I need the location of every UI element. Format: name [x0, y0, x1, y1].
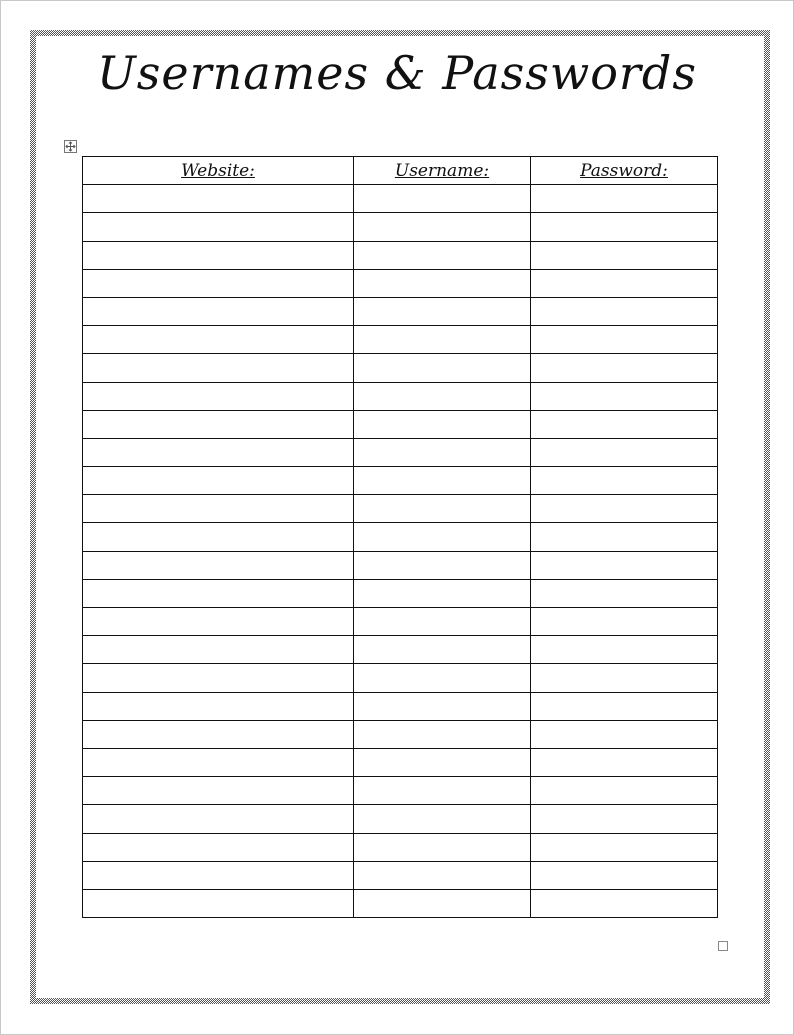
table-cell-password[interactable] — [531, 608, 718, 636]
table-row — [83, 467, 718, 495]
table-cell-website[interactable] — [83, 692, 354, 720]
table-cell-website[interactable] — [83, 636, 354, 664]
table-row — [83, 579, 718, 607]
table-row — [83, 297, 718, 325]
table-row — [83, 354, 718, 382]
table-cell-username[interactable] — [354, 805, 531, 833]
table-cell-password[interactable] — [531, 185, 718, 213]
table-cell-password[interactable] — [531, 382, 718, 410]
table-row — [83, 777, 718, 805]
table-cell-username[interactable] — [354, 664, 531, 692]
table-cell-username[interactable] — [354, 495, 531, 523]
table-row — [83, 438, 718, 466]
table-cell-website[interactable] — [83, 269, 354, 297]
table-cell-username[interactable] — [354, 777, 531, 805]
table-cell-password[interactable] — [531, 748, 718, 776]
table-cell-username[interactable] — [354, 636, 531, 664]
table-cell-website[interactable] — [83, 438, 354, 466]
table-cell-username[interactable] — [354, 241, 531, 269]
table-cell-password[interactable] — [531, 636, 718, 664]
table-cell-password[interactable] — [531, 297, 718, 325]
table-cell-password[interactable] — [531, 213, 718, 241]
table-move-handle-icon[interactable] — [64, 140, 77, 153]
table-row — [83, 805, 718, 833]
table-cell-password[interactable] — [531, 495, 718, 523]
table-row — [83, 495, 718, 523]
table-cell-website[interactable] — [83, 241, 354, 269]
table-cell-website[interactable] — [83, 805, 354, 833]
table-cell-username[interactable] — [354, 410, 531, 438]
table-cell-username[interactable] — [354, 889, 531, 917]
table-cell-password[interactable] — [531, 805, 718, 833]
table-row — [83, 241, 718, 269]
table-cell-website[interactable] — [83, 720, 354, 748]
column-header-website: Website: — [83, 157, 354, 185]
table-cell-username[interactable] — [354, 833, 531, 861]
table-row — [83, 523, 718, 551]
table-cell-username[interactable] — [354, 748, 531, 776]
table-cell-username[interactable] — [354, 382, 531, 410]
table-cell-username[interactable] — [354, 354, 531, 382]
table-cell-username[interactable] — [354, 269, 531, 297]
credentials-table — [82, 156, 718, 918]
table-cell-password[interactable] — [531, 861, 718, 889]
table-cell-password[interactable] — [531, 241, 718, 269]
table-cell-username[interactable] — [354, 523, 531, 551]
table-row — [83, 692, 718, 720]
table-cell-website[interactable] — [83, 185, 354, 213]
table-cell-website[interactable] — [83, 467, 354, 495]
table-cell-website[interactable] — [83, 579, 354, 607]
table-row — [83, 382, 718, 410]
table-cell-website[interactable] — [83, 777, 354, 805]
table-cell-username[interactable] — [354, 467, 531, 495]
table-cell-username[interactable] — [354, 438, 531, 466]
table-cell-website[interactable] — [83, 297, 354, 325]
table-cell-password[interactable] — [531, 777, 718, 805]
table-cell-username[interactable] — [354, 326, 531, 354]
table-cell-username[interactable] — [354, 551, 531, 579]
table-row — [83, 720, 718, 748]
table-cell-username[interactable] — [354, 692, 531, 720]
table-cell-password[interactable] — [531, 833, 718, 861]
table-cell-website[interactable] — [83, 326, 354, 354]
table-cell-username[interactable] — [354, 185, 531, 213]
table-resize-handle[interactable] — [718, 941, 728, 951]
table-row — [83, 833, 718, 861]
table-header-row — [83, 157, 718, 185]
table-cell-password[interactable] — [531, 410, 718, 438]
table-cell-username[interactable] — [354, 579, 531, 607]
table-cell-password[interactable] — [531, 579, 718, 607]
table-row — [83, 861, 718, 889]
table-cell-website[interactable] — [83, 354, 354, 382]
table-cell-website[interactable] — [83, 551, 354, 579]
column-header-username: Username: — [354, 157, 531, 185]
table-cell-website[interactable] — [83, 861, 354, 889]
table-row — [83, 664, 718, 692]
table-cell-password[interactable] — [531, 269, 718, 297]
table-row — [83, 213, 718, 241]
table-row — [83, 608, 718, 636]
table-row — [83, 636, 718, 664]
table-cell-password[interactable] — [531, 720, 718, 748]
table-cell-password[interactable] — [531, 467, 718, 495]
table-cell-username[interactable] — [354, 720, 531, 748]
table-cell-website[interactable] — [83, 748, 354, 776]
table-cell-username[interactable] — [354, 213, 531, 241]
table-body — [83, 185, 718, 918]
column-header-password: Password: — [531, 157, 718, 185]
page-title: Usernames & Passwords — [97, 46, 697, 100]
table-cell-password[interactable] — [531, 523, 718, 551]
table-cell-website[interactable] — [83, 495, 354, 523]
table-cell-username[interactable] — [354, 297, 531, 325]
table-row — [83, 269, 718, 297]
table-cell-website[interactable] — [83, 382, 354, 410]
table-row — [83, 326, 718, 354]
table-cell-website[interactable] — [83, 664, 354, 692]
table-cell-username[interactable] — [354, 861, 531, 889]
table-cell-website[interactable] — [83, 213, 354, 241]
table-cell-website[interactable] — [83, 833, 354, 861]
table-row — [83, 748, 718, 776]
table-cell-website[interactable] — [83, 889, 354, 917]
table-cell-password[interactable] — [531, 664, 718, 692]
table-row — [83, 410, 718, 438]
table-row — [83, 185, 718, 213]
table-cell-password[interactable] — [531, 438, 718, 466]
table-cell-username[interactable] — [354, 608, 531, 636]
table-cell-password[interactable] — [531, 354, 718, 382]
table-cell-website[interactable] — [83, 410, 354, 438]
table-cell-password[interactable] — [531, 326, 718, 354]
table-cell-password[interactable] — [531, 889, 718, 917]
table-cell-password[interactable] — [531, 692, 718, 720]
table-cell-password[interactable] — [531, 551, 718, 579]
table-row — [83, 551, 718, 579]
table-cell-website[interactable] — [83, 608, 354, 636]
table-row — [83, 889, 718, 917]
table-cell-website[interactable] — [83, 523, 354, 551]
